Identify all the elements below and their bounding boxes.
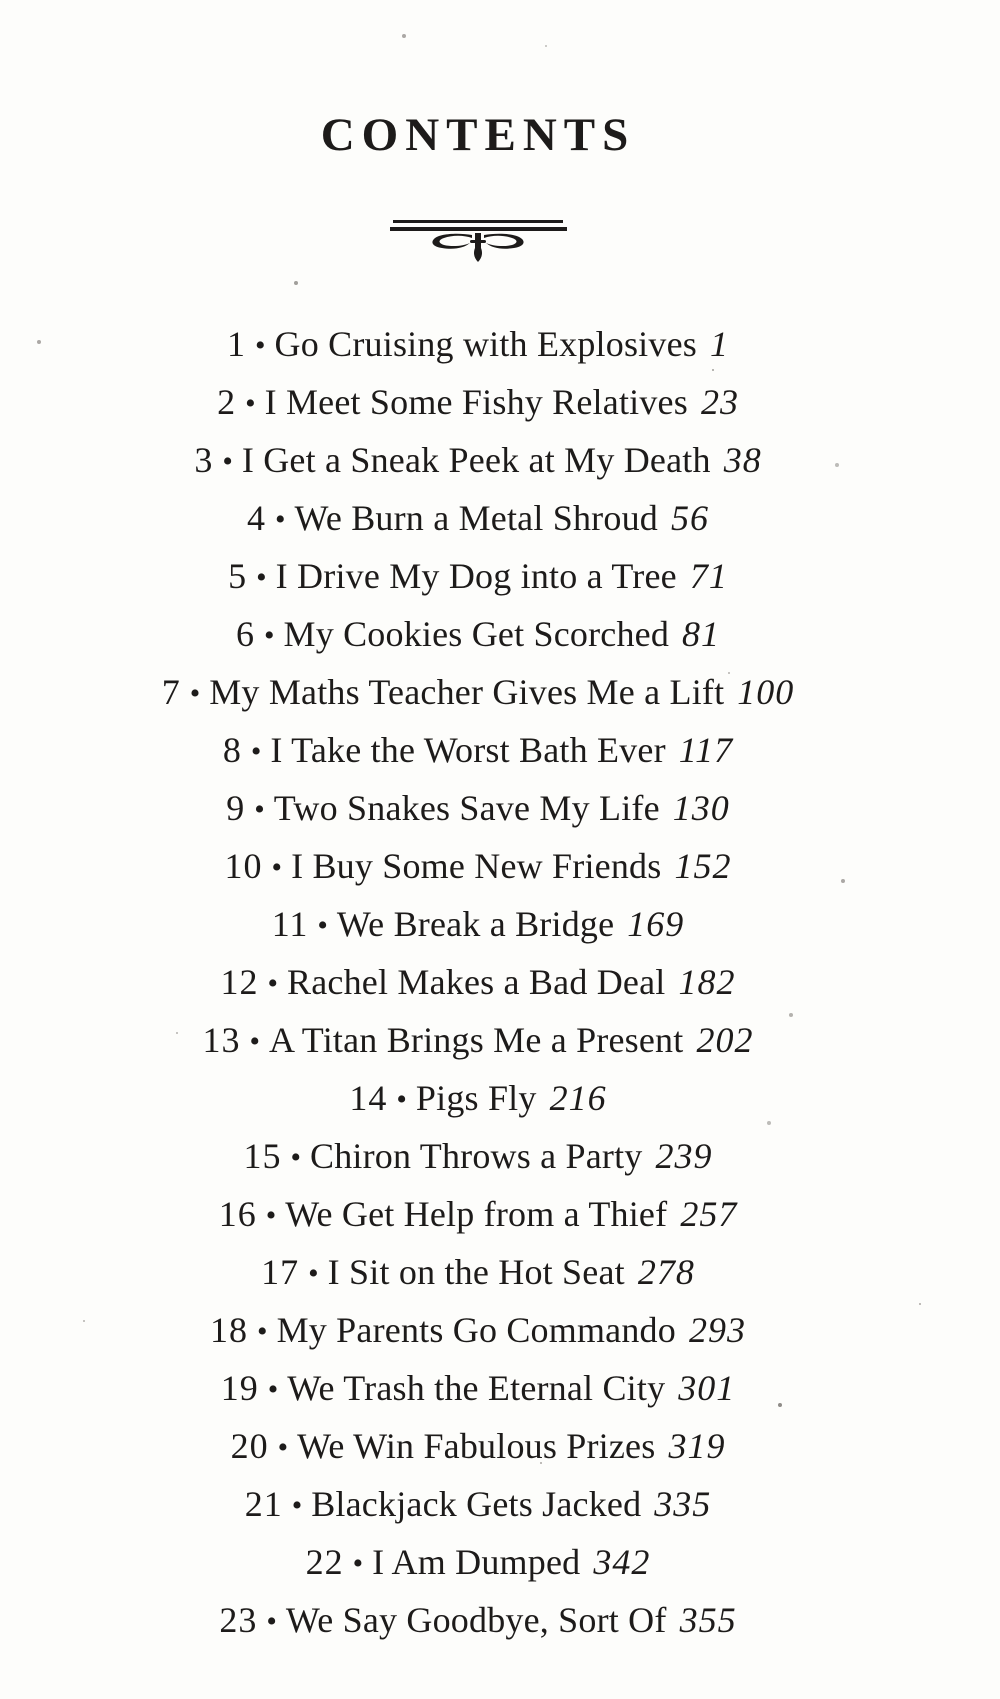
chapter-number: 11 [271, 904, 309, 944]
chapter-title: Pigs Fly [415, 1078, 537, 1118]
bullet-separator-icon: • [250, 735, 262, 768]
chapter-row [0, 1244, 1000, 1302]
chapter-title: I Am Dumped [372, 1542, 581, 1582]
chapter-page: 38 [723, 440, 762, 480]
bullet-separator-icon: • [189, 677, 201, 710]
chapter-page: 56 [670, 498, 709, 538]
chapter-row [0, 374, 1000, 432]
chapter-title: Blackjack Gets Jacked [311, 1484, 642, 1524]
chapter-row [0, 1302, 1000, 1360]
chapter-title: I Drive My Dog into a Tree [275, 556, 677, 596]
chapter-page: 130 [672, 788, 730, 828]
chapter-number: 20 [230, 1426, 269, 1466]
chapter-number: 19 [220, 1368, 259, 1408]
chapter-number: 12 [220, 962, 259, 1002]
bullet-separator-icon: • [290, 1141, 301, 1174]
chapter-number: 3 [194, 440, 214, 480]
chapter-row [0, 1534, 1000, 1592]
chapter-page: 355 [679, 1600, 737, 1640]
chapter-row [0, 432, 1000, 490]
chapter-page: 239 [655, 1136, 713, 1176]
chapter-page: 100 [737, 672, 795, 712]
bullet-separator-icon: • [263, 619, 275, 652]
bullet-separator-icon: • [291, 1489, 303, 1522]
bullet-separator-icon: • [317, 909, 328, 942]
chapter-page: 216 [549, 1078, 607, 1118]
chapter-row [0, 490, 1000, 548]
chapter-page: 342 [593, 1542, 651, 1582]
bullet-separator-icon: • [255, 329, 266, 362]
chapter-title: We Win Fabulous Prizes [297, 1426, 656, 1466]
chapter-number: 15 [243, 1136, 282, 1176]
chapter-row [0, 954, 1000, 1012]
page-title: CONTENTS [320, 109, 636, 161]
bullet-separator-icon: • [275, 503, 286, 536]
chapter-number: 5 [228, 556, 248, 596]
bullet-separator-icon: • [267, 967, 279, 1000]
divider-rule-bottom [390, 227, 567, 231]
bullet-separator-icon: • [271, 851, 283, 884]
chapter-title: I Buy Some New Friends [291, 846, 662, 886]
chapter-number: 4 [247, 498, 267, 538]
chapter-row [0, 606, 1000, 664]
chapter-title: Chiron Throws a Party [310, 1136, 643, 1176]
chapter-title: My Cookies Get Scorched [283, 614, 670, 654]
chapter-page: 23 [700, 382, 739, 422]
chapter-title: We Burn a Metal Shroud [294, 498, 658, 538]
chapter-title: We Get Help from a Thief [285, 1194, 668, 1234]
chapter-page: 182 [678, 962, 736, 1002]
bullet-separator-icon: • [265, 1199, 277, 1232]
chapter-number: 17 [261, 1252, 300, 1292]
chapter-page: 81 [682, 614, 721, 654]
chapter-number: 1 [227, 324, 247, 364]
chapter-title: Go Cruising with Explosives [274, 324, 697, 364]
chapter-row [0, 1418, 1000, 1476]
chapter-row [0, 722, 1000, 780]
chapter-title: My Maths Teacher Gives Me a Lift [209, 672, 725, 712]
bullet-separator-icon: • [266, 1605, 277, 1638]
chapter-title: I Sit on the Hot Seat [327, 1252, 625, 1292]
chapter-row [0, 664, 1000, 722]
chapter-title: We Break a Bridge [336, 904, 615, 944]
bullet-separator-icon: • [256, 561, 267, 594]
bullet-separator-icon: • [396, 1083, 407, 1116]
chapter-page: 257 [680, 1194, 738, 1234]
chapter-page: 278 [637, 1252, 695, 1292]
chapter-page: 335 [654, 1484, 712, 1524]
chapter-row [0, 1360, 1000, 1418]
chapter-number: 21 [244, 1484, 283, 1524]
chapter-row [0, 1592, 1000, 1650]
chapter-number: 18 [210, 1310, 249, 1350]
chapter-row [0, 838, 1000, 896]
chapter-page: 71 [689, 556, 728, 596]
chapter-row [0, 1476, 1000, 1534]
chapter-page: 202 [696, 1020, 754, 1060]
bullet-separator-icon: • [267, 1373, 279, 1406]
chapter-number: 8 [222, 730, 242, 770]
chapter-list [0, 316, 1000, 1650]
chapter-page: 1 [709, 324, 729, 364]
chapter-title: We Trash the Eternal City [287, 1368, 666, 1408]
bullet-separator-icon: • [222, 445, 233, 478]
chapter-number: 22 [305, 1542, 344, 1582]
chapter-number: 9 [226, 788, 246, 828]
chapter-title: Rachel Makes a Bad Deal [287, 962, 666, 1002]
chapter-page: 169 [627, 904, 685, 944]
chapter-row [0, 1070, 1000, 1128]
bullet-separator-icon: • [249, 1025, 261, 1058]
chapter-number: 23 [219, 1600, 258, 1640]
bullet-separator-icon: • [352, 1547, 364, 1580]
bullet-separator-icon: • [245, 387, 256, 420]
chapter-row [0, 1186, 1000, 1244]
chapter-row [0, 316, 1000, 374]
chapter-title: A Titan Brings Me a Present [269, 1020, 684, 1060]
chapter-number: 10 [224, 846, 263, 886]
chapter-page: 319 [668, 1426, 726, 1466]
chapter-row [0, 1012, 1000, 1070]
chapter-title: We Say Goodbye, Sort Of [285, 1600, 667, 1640]
chapter-number: 7 [161, 672, 181, 712]
chapter-row [0, 780, 1000, 838]
bullet-separator-icon: • [308, 1257, 319, 1290]
chapter-number: 13 [202, 1020, 241, 1060]
chapter-number: 16 [218, 1194, 257, 1234]
chapter-page: 152 [674, 846, 732, 886]
bullet-separator-icon: • [257, 1315, 268, 1348]
chapter-page: 117 [678, 730, 734, 770]
chapter-title: Two Snakes Save My Life [273, 788, 660, 828]
chapter-number: 2 [217, 382, 237, 422]
chapter-number: 6 [235, 614, 255, 654]
chapter-title: I Take the Worst Bath Ever [270, 730, 666, 770]
chapter-row [0, 548, 1000, 606]
chapter-page: 293 [688, 1310, 746, 1350]
chapter-number: 14 [349, 1078, 388, 1118]
chapter-title: I Meet Some Fishy Relatives [264, 382, 688, 422]
title-divider [0, 220, 1000, 262]
chapter-row [0, 1128, 1000, 1186]
divider-rule-top [393, 220, 563, 223]
chapter-title: I Get a Sneak Peek at My Death [241, 440, 711, 480]
chapter-title: My Parents Go Commando [276, 1310, 676, 1350]
bullet-separator-icon: • [277, 1431, 289, 1464]
chapter-page: 301 [678, 1368, 736, 1408]
chapter-row [0, 896, 1000, 954]
scroll-ornament-icon [426, 232, 530, 262]
bullet-separator-icon: • [254, 793, 265, 826]
